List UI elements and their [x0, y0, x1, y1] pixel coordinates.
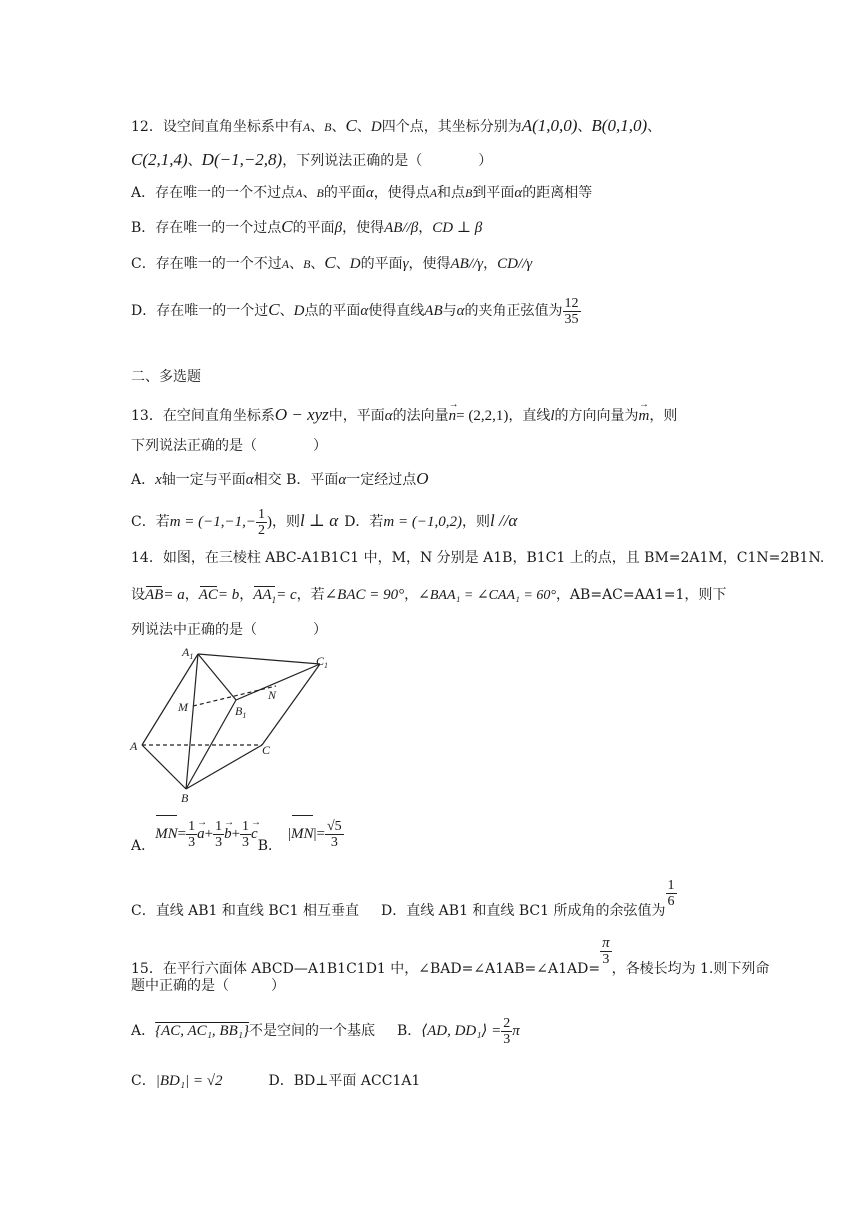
- q12-option-b: B．存在唯一的一个过点C的平面β，使得AB//β，CD ⊥ β: [131, 217, 483, 236]
- q13-line2: 下列说法正确的是（ ）: [131, 438, 327, 454]
- label-a1: $A_1$: [182, 645, 194, 661]
- q12-option-d: D．存在唯一的一个过C、D点的平面α使得直线AB与α的夹角正弦值为 $\frac{12}{35}$: [131, 295, 579, 327]
- q13-options-cd: C．若m = (−1,−1,− $\frac{1}{2}$ )，则l ⊥ α D．若m = (−1,0,2)，则l //α: [131, 506, 518, 538]
- label-c: C: [262, 743, 271, 757]
- label-b: B: [181, 791, 189, 805]
- label-m: M: [178, 700, 188, 714]
- label-b1: $B_1$: [235, 704, 247, 720]
- q15-options-cd: C．|BD₁| = √2 D．BD⊥平面 ACC1A1: [131, 1073, 421, 1089]
- label-n: N: [268, 688, 277, 702]
- q14-options-cd: C．直线 AB1 和直线 BC1 相互垂直 D．直线 AB1 和直线 BC1 所成角的余弦值为 $\frac{1}{6}$: [131, 878, 675, 919]
- section-title: 二、多选题: [131, 369, 201, 385]
- q14-line3: 列说法中正确的是（ ）: [131, 622, 327, 638]
- q15-options-ab: A．{AC, AC₁, BB₁}不是空间的一个基底 B．⟨AD, DD₁⟩ = $\frac{2}{3}$ π: [131, 1015, 520, 1047]
- q15-line2: 题中正确的是（ ）: [131, 978, 285, 994]
- q14-options-ab: A．MN= $\frac{1}{3}$ a →+ $\frac{1}{3}$ b →+ $\frac{1}{3}$ c →B．|MN|= $\frac{√5}{3}$: [131, 814, 344, 866]
- q14-line1: 14．如图，在三棱柱 ABC-A1B1C1 中，M，N 分别是 A1B，B1C1 上的点，且 BM=2A1M，C1N=2B1N.: [131, 550, 825, 566]
- q13-line1: 13．在空间直角坐标系O − xyz中，平面α的法向量n →= (2,2,1)，直线l的方向向量为m →，则: [131, 405, 677, 426]
- q15-line1: 15．在平行六面体 ABCD—A1B1C1D1 中，∠BAD=∠A1AB=∠A1AD= $\frac{\pi}{3}$ ，各棱长均为 1.则下列命: [131, 935, 770, 977]
- q14-line2: 设AB= a，AC= b，$AA_1= c$，若∠BAC = 90°，∠BAA₁ = ∠CAA₁ = 60°，AB=AC=AA1=1，则下: [131, 585, 726, 610]
- label-a: A: [130, 739, 138, 753]
- q12-option-c: C．存在唯一的一个不过A、B、C、D的平面γ，使得AB//γ，CD//γ: [131, 253, 533, 272]
- fraction-12-35: $\frac{12}{35}$: [564, 295, 579, 327]
- q12-line2: C(2,1,4)、D(−1,−2,8)，下列说法正确的是（ ）: [131, 150, 493, 169]
- q12-option-a: A．存在唯一的一个不过点A、B的平面α，使得点A和点B到平面α的距离相等: [131, 185, 593, 201]
- q13-options-ab: A．x轴一定与平面α相交 B．平面α一定经过点O: [131, 469, 429, 488]
- label-c1: $C_1$: [316, 654, 329, 670]
- prism-figure: [128, 644, 348, 806]
- q12-line1: 12．设空间直角坐标系中有A、B、C、D四个点，其坐标分别为A(1,0,0)、B(0,1,0)、: [131, 116, 662, 135]
